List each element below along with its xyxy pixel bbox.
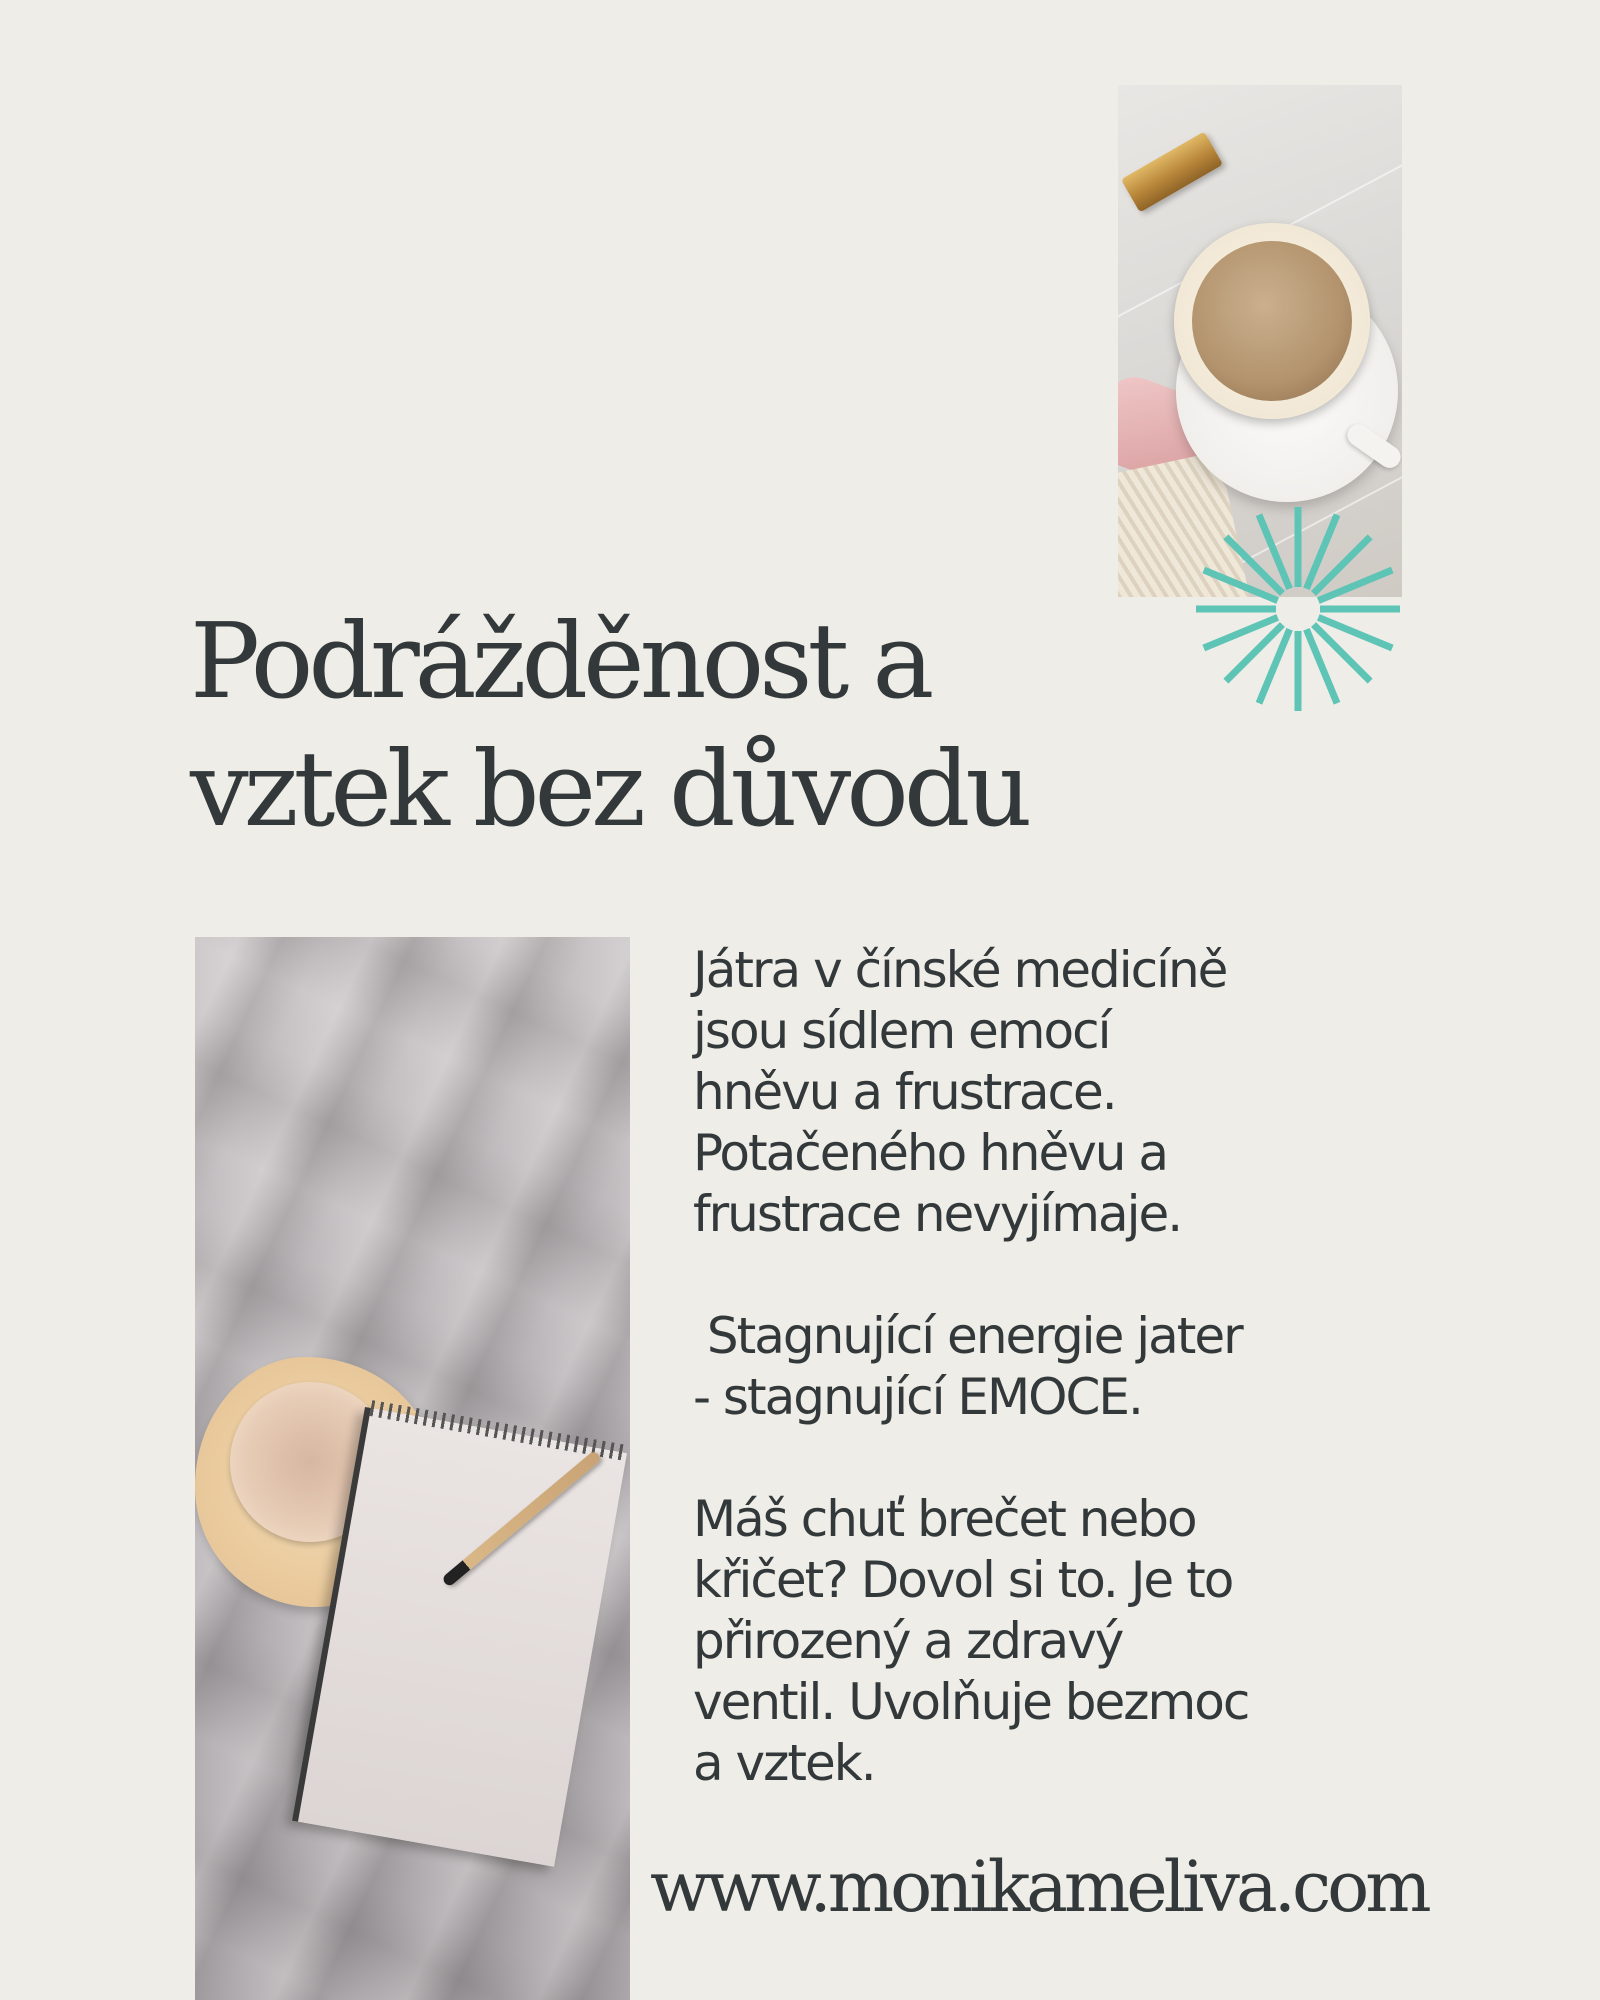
body-line: Stagnující energie jater	[693, 1307, 1242, 1365]
lipstick-tube	[1121, 132, 1223, 213]
bedsheet-photo	[195, 937, 630, 2000]
body-line: přirozený a zdravý	[693, 1612, 1123, 1670]
body-line: hněvu a frustrace.	[693, 1063, 1116, 1121]
body-line: ventil. Uvolňuje bezmoc	[693, 1673, 1249, 1731]
body-line: Játra v čínské medicíně	[693, 941, 1227, 999]
notebook-spiral	[370, 1400, 629, 1461]
website-link[interactable]: www.monikameliva.com	[650, 1846, 1428, 1928]
body-line: Potačeného hněvu a	[693, 1124, 1168, 1182]
starburst-icon	[1194, 505, 1402, 713]
body-line: - stagnující EMOCE.	[693, 1368, 1142, 1426]
coffee	[1192, 241, 1352, 401]
body-line: křičet? Dovol si to. Je to	[693, 1551, 1233, 1609]
body-line: Máš chuť brečet nebo	[693, 1490, 1196, 1548]
body-line: a vztek.	[693, 1734, 875, 1792]
body-text	[693, 940, 1373, 1794]
body-line: jsou sídlem emocí	[693, 1002, 1110, 1060]
body-line: frustrace nevyjímaje.	[693, 1185, 1182, 1243]
page-title	[190, 598, 1190, 854]
title-line-1: Podrážděnost a	[190, 600, 930, 722]
paragraph-gap	[693, 1245, 1373, 1306]
title-line-2: vztek bez důvodu	[190, 727, 1028, 850]
paragraph-gap	[693, 1428, 1373, 1489]
